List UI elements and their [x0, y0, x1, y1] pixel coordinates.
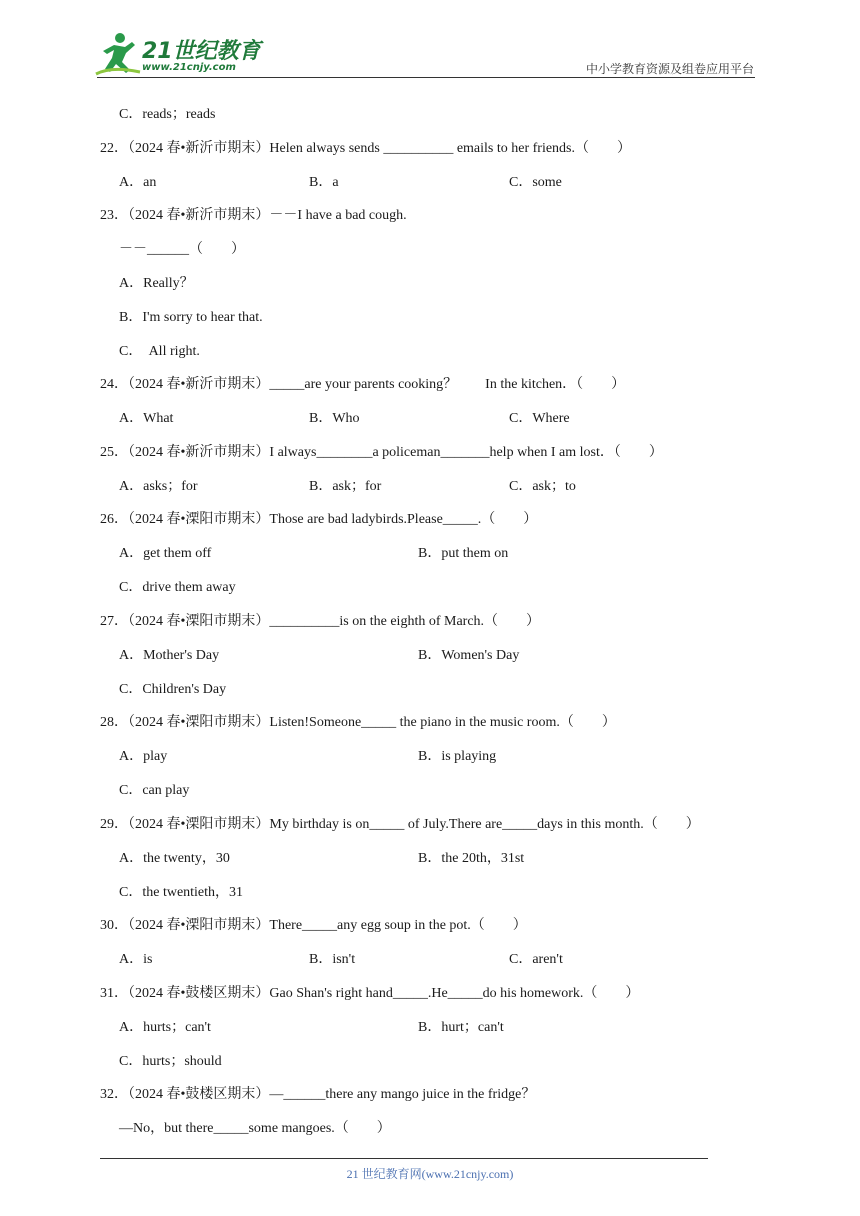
question-24-option-b: B．Who	[309, 411, 360, 426]
page-header	[0, 0, 860, 90]
question-27-option-b: B．Women's Day	[418, 648, 520, 663]
header-divider	[97, 77, 755, 78]
question-25-stem: 25．（2024 春•新沂市期末）I always________a policeman_______help when I am lost．（ ）	[100, 445, 663, 460]
question-22-option-c: C．some	[509, 175, 562, 190]
question-31-option-a: A．hurts；can't	[119, 1020, 211, 1035]
logo	[92, 30, 262, 80]
question-23-option-a: A．Really？	[119, 276, 194, 291]
question-23-option-c: C． All right.	[119, 344, 200, 359]
question-32-stem: 32．（2024 春•鼓楼区期末）—______there any mango juice in the fridge？	[100, 1087, 536, 1102]
question-30-option-b: B．isn't	[309, 952, 356, 967]
question-28-option-a: A．play	[119, 749, 168, 764]
question-22-stem: 22．（2024 春•新沂市期末）Helen always sends __________ emails to her friends.（ ）	[100, 141, 632, 156]
question-29-stem: 29．（2024 春•溧阳市期末）My birthday is on_____ of July.There are_____days in this month.（ ）	[100, 817, 700, 832]
question-31-option-b: B．hurt；can't	[418, 1020, 504, 1035]
page-footer: 21 世纪教育网(www.21cnjy.com)	[346, 1167, 514, 1181]
question-25-option-c: C．ask；to	[509, 479, 576, 494]
question-29-option-c: C．the twentieth，31	[119, 885, 244, 900]
question-29-option-b: B．the 20th，31st	[418, 851, 525, 866]
question-27-option-c: C．Children's Day	[119, 682, 227, 697]
question-26-option-a: A．get them off	[119, 546, 212, 561]
question-30-option-c: C．aren't	[509, 952, 563, 967]
question-26-option-b: B．put them on	[418, 546, 509, 561]
question-27-stem: 27．（2024 春•溧阳市期末）__________is on the eighth of March.（ ）	[100, 614, 541, 629]
question-32-reply: —No，but there_____some mangoes.（ ）	[119, 1121, 391, 1136]
question-25-option-a: A．asks；for	[119, 479, 198, 494]
option-c: C．reads；reads	[119, 107, 216, 122]
question-26-option-c: C．drive them away	[119, 580, 236, 595]
question-26-stem: 26．（2024 春•溧阳市期末）Those are bad ladybirds.Please_____.（ ）	[100, 512, 538, 527]
logo-text: 21世纪教育	[142, 39, 261, 64]
question-24-option-a: A．What	[119, 411, 174, 426]
question-23-reply: －－______（ ）	[119, 242, 245, 257]
footer-divider	[100, 1158, 708, 1159]
question-28-option-b: B．is playing	[418, 749, 497, 764]
question-28-option-c: C．can play	[119, 783, 190, 798]
logo-url: www.21cnjy.com	[142, 62, 236, 73]
question-30-option-a: A．is	[119, 952, 153, 967]
question-29-option-a: A．the twenty，30	[119, 851, 230, 866]
question-31-option-c: C．hurts；should	[119, 1054, 222, 1069]
question-23-stem: 23．（2024 春•新沂市期末）－－I have a bad cough.	[100, 208, 407, 223]
question-22-option-b: B．a	[309, 175, 339, 190]
question-24-stem: 24．（2024 春•新沂市期末）_____are your parents cooking？ In the kitchen．（ ）	[100, 377, 626, 392]
question-25-option-b: B．ask；for	[309, 479, 382, 494]
question-30-stem: 30．（2024 春•溧阳市期末）There_____any egg soup in the pot.（ ）	[100, 918, 527, 933]
platform-title: 中小学教育资源及组卷应用平台	[585, 62, 754, 76]
question-31-stem: 31．（2024 春•鼓楼区期末）Gao Shan's right hand_____.He_____do his homework.（ ）	[100, 986, 640, 1001]
question-22-option-a: A．an	[119, 175, 157, 190]
question-23-option-b: B．I'm sorry to hear that.	[119, 310, 263, 325]
runner-logo-icon	[92, 30, 144, 80]
question-24-option-c: C．Where	[509, 411, 570, 426]
question-28-stem: 28．（2024 春•溧阳市期末）Listen!Someone_____ the piano in the music room.（ ）	[100, 715, 616, 730]
question-27-option-a: A．Mother's Day	[119, 648, 220, 663]
